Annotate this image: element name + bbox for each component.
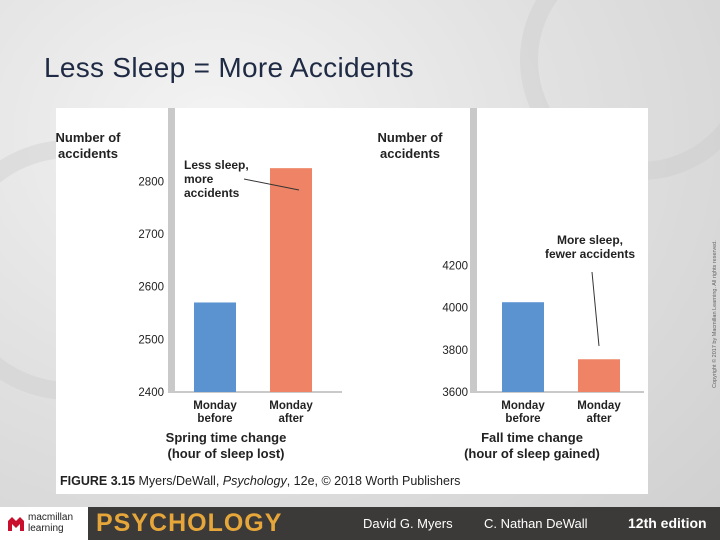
- macmillan-logo-icon: [6, 514, 26, 534]
- annotation-pointer: [592, 272, 599, 346]
- figure-caption: [60, 474, 460, 488]
- y-tick-label: 2600: [138, 281, 164, 294]
- x-tick-label: Monday: [269, 400, 313, 412]
- annotation-text: Less sleep,: [184, 158, 249, 172]
- x-tick-label: Monday: [577, 400, 621, 412]
- y-axis-title: accidents: [380, 146, 440, 161]
- y-axis-band: [168, 108, 175, 392]
- book-title: PSYCHOLOGY: [96, 509, 283, 537]
- x-axis-title: (hour of sleep lost): [167, 446, 285, 461]
- slide-title: Less Sleep = More Accidents: [44, 52, 414, 83]
- bar-monday-after: [270, 168, 312, 392]
- publisher-logo-text: [28, 512, 73, 534]
- y-axis-band: [470, 108, 477, 392]
- caption-book-title: Psychology: [222, 474, 287, 488]
- author-name: David G. Myers: [363, 516, 453, 531]
- y-tick-label: 4000: [442, 302, 468, 315]
- caption-suffix: , 12e, © 2018 Worth Publishers: [286, 474, 461, 488]
- x-tick-label: before: [505, 413, 541, 425]
- caption-prefix: Myers/DeWall,: [135, 474, 223, 488]
- y-tick-label: 3600: [442, 387, 468, 399]
- bar-monday-before: [502, 302, 544, 392]
- y-axis-title: Number of: [377, 130, 443, 145]
- y-tick-label: 2800: [138, 176, 164, 189]
- y-axis-title: accidents: [58, 146, 118, 161]
- author-name: C. Nathan DeWall: [484, 516, 588, 531]
- sleep-accidents-chart: [56, 108, 648, 494]
- figure-panel: [56, 108, 648, 494]
- annotation-text: more: [184, 172, 214, 186]
- logo-line-1: macmillan: [28, 512, 74, 523]
- y-tick-label: 4200: [442, 260, 468, 273]
- x-tick-label: after: [586, 413, 612, 425]
- x-tick-label: Monday: [193, 400, 237, 412]
- x-tick-label: Monday: [501, 400, 545, 412]
- annotation-text: fewer accidents: [544, 247, 636, 261]
- y-tick-label: 2500: [138, 334, 164, 347]
- edition-label: 12th edition: [628, 515, 707, 531]
- logo-line-2: learning: [28, 523, 64, 534]
- bar-monday-before: [194, 302, 236, 392]
- y-axis-title: Number of: [56, 130, 121, 145]
- x-axis-title: (hour of sleep gained): [464, 446, 600, 461]
- bar-monday-after: [578, 359, 620, 392]
- annotation-text: More sleep,: [556, 233, 624, 247]
- x-tick-label: before: [197, 413, 233, 425]
- footer-bar: [0, 507, 720, 540]
- x-axis-title: Spring time change: [165, 430, 287, 445]
- x-axis-title: Fall time change: [481, 430, 583, 445]
- y-tick-label: 2400: [138, 387, 164, 399]
- y-tick-label: 3800: [442, 344, 468, 357]
- annotation-text: accidents: [184, 186, 240, 200]
- y-tick-label: 2700: [138, 229, 164, 241]
- copyright-text: Copyright © 2017 by Macmillan Learning. All rights reserved.: [712, 240, 718, 388]
- x-tick-label: after: [278, 413, 304, 425]
- figure-label: FIGURE 3.15: [60, 474, 136, 488]
